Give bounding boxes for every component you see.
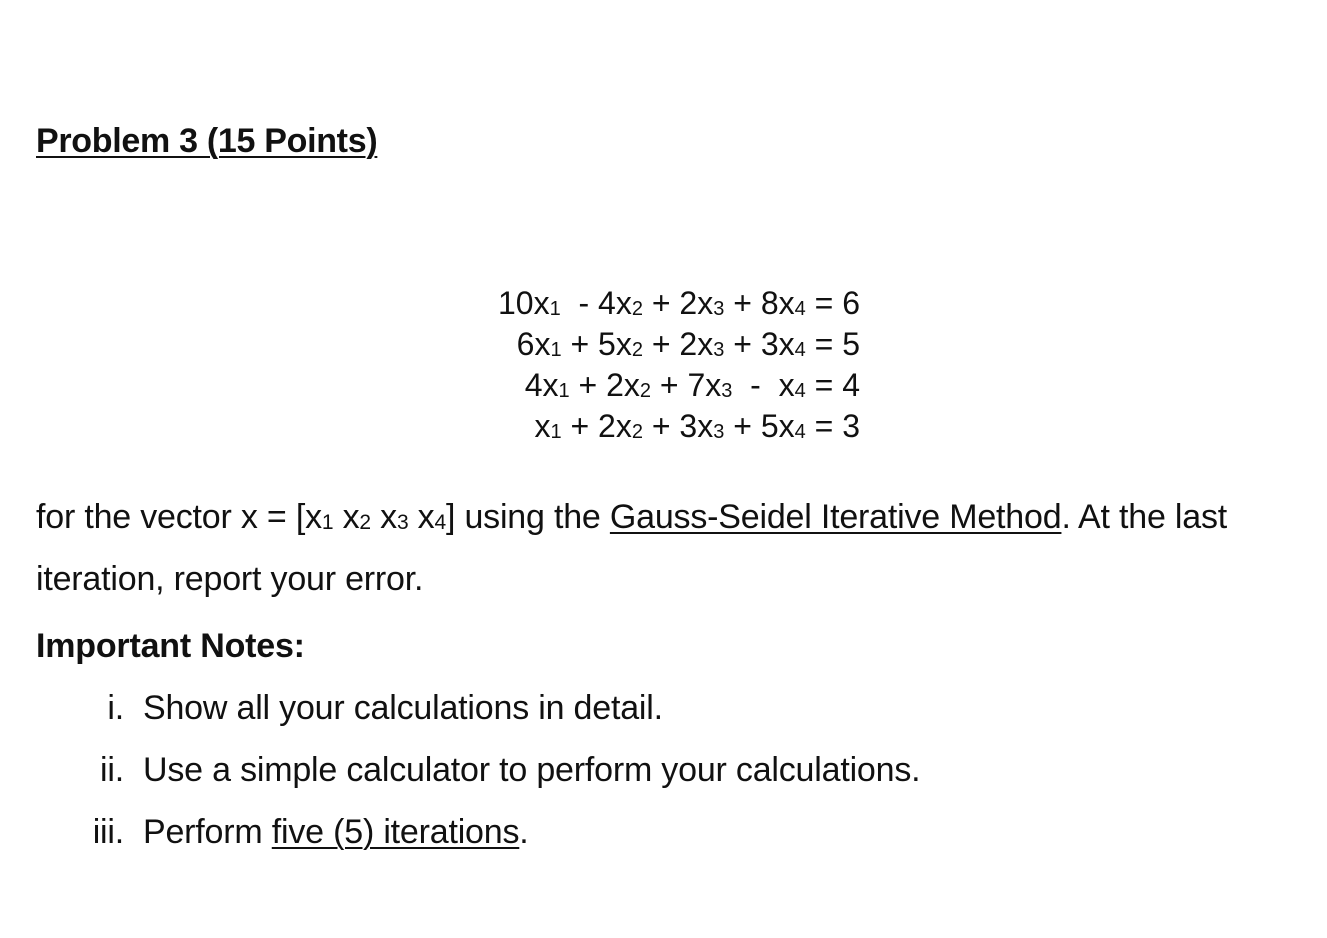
notes-heading: Important Notes: [36,627,305,665]
equation-operator: - [560,285,599,321]
note-text-part: . [519,813,529,851]
statement-text: x [408,498,435,536]
equation-term: 2x [598,408,632,444]
equation-operator: + [724,408,761,444]
equation-term: 3x [679,408,714,444]
equation-term: 2x [679,326,714,362]
equation-term: 2x [606,367,640,403]
statement-text: x [370,498,397,536]
equation-row [420,283,860,324]
equation-operator: + [724,326,761,362]
equation-rhs: = 6 [805,285,860,321]
note-text: Show all your calculations in detail. [143,689,663,727]
equation-row [420,365,860,406]
equation-operator: + [651,367,688,403]
subscript: 4 [794,339,806,361]
equation-term: 8x [760,285,795,321]
statement-text: for the vector x = [x [36,498,322,536]
equation-operator: + [724,285,761,321]
equation-term: 5x [760,408,795,444]
note-emphasis: five (5) iterations [271,813,520,851]
note-text [143,813,529,852]
subscript: 1 [550,339,562,361]
subscript: 2 [639,380,651,402]
subscript: 3 [396,511,409,534]
subscript: 1 [558,380,570,402]
equation-operator: + [642,326,680,362]
subscript: 2 [631,421,643,443]
subscript: 1 [549,298,561,320]
equation-row [420,324,860,365]
equation-term: 4x [524,367,559,403]
equation-operator: + [642,408,680,444]
equation-term: 2x [679,285,714,321]
statement-text: x [333,498,360,536]
method-name: Gauss-Seidel Iterative Method [609,498,1062,536]
note-text: Use a simple calculator to perform your calculations. [143,751,921,789]
subscript: 1 [321,511,334,534]
problem-statement [36,486,1296,610]
equation-system [420,283,860,447]
subscript: 4 [794,421,806,443]
subscript: 2 [631,298,643,320]
statement-text: . At the last iteration, report your error. [36,498,1228,598]
equation-term: x [534,408,551,444]
problem-title: Problem 3 (15 Points) [36,122,378,160]
subscript: 1 [550,421,562,443]
note-marker: i. [107,689,124,727]
equation-operator: - [732,367,779,403]
note-marker: iii. [92,813,124,851]
note-marker: ii. [100,751,124,789]
equation-operator: + [561,408,599,444]
subscript: 3 [713,339,725,361]
equation-term: 10x [497,285,550,321]
equation-term: 7x [687,367,722,403]
equation-rhs: = 4 [805,367,860,403]
note-text-part: Perform [143,813,272,851]
subscript: 4 [434,511,446,534]
equation-rhs: = 5 [805,326,860,362]
subscript: 3 [721,380,733,402]
equation-operator: + [569,367,607,403]
equation-operator: + [642,285,680,321]
subscript: 4 [794,298,806,320]
equation-term: 5x [598,326,632,362]
subscript: 2 [359,511,371,534]
equation-term: 3x [760,326,795,362]
equation-term: 6x [516,326,551,362]
statement-text: ] using the [445,498,610,536]
equation-rhs: = 3 [805,408,860,444]
equation-row [420,406,860,447]
subscript: 4 [794,380,806,402]
subscript: 3 [713,298,725,320]
equation-term: 4x [598,285,632,321]
equation-operator: + [561,326,599,362]
equation-term: x [778,367,795,403]
subscript: 3 [713,421,725,443]
subscript: 2 [631,339,643,361]
